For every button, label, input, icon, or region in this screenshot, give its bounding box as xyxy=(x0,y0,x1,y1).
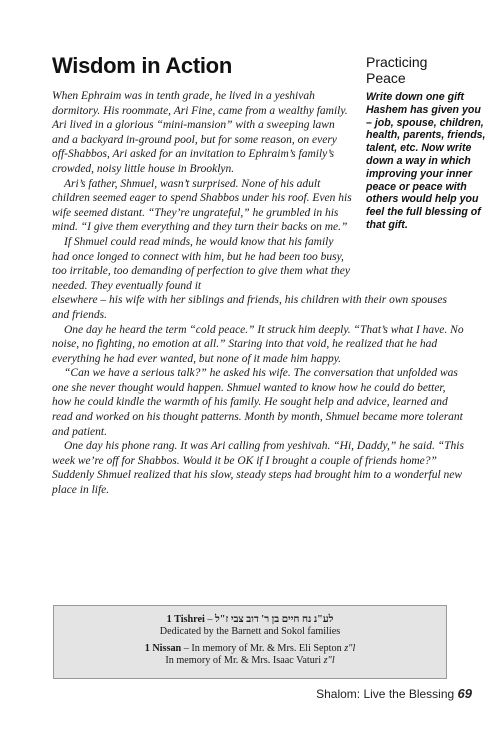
story-body xyxy=(52,89,464,498)
page-footer xyxy=(316,686,472,701)
dedication-line-1: 1 Tishrei – לע"נ נח חיים בן ר' דוב צבי ז"ל xyxy=(166,614,334,625)
dedication-text: In memory of Mr. & Mrs. Eli Septon xyxy=(191,642,342,654)
dedication-date: 1 Tishrei xyxy=(166,614,205,625)
sidebar-title xyxy=(366,54,486,86)
dedication-text: Dedicated by the Barnett and Sokol families xyxy=(159,626,341,638)
sidebar-title-line2: Peace xyxy=(366,70,406,86)
dedication-line-2: 1 Nissan – In memory of Mr. & Mrs. Eli Septon z"l xyxy=(144,642,356,654)
sidebar-body: Write down one gift Hashem has given you – job, spouse, children, health, parents, friends, talent, etc. Now write down a way in which improving your inner peace or peace with others would help you feel the full blessing of that gift. xyxy=(366,91,486,231)
story-narrow-column xyxy=(52,89,352,293)
dedication-box xyxy=(53,605,447,679)
story-paragraph: When Ephraim was in tenth grade, he lived in a yeshivah dormitory. His roommate, Ari Fine, came from a wealthy family. Ari lived in a glorious “mini-mansion” with a sweeping lawn and a backyard in-ground pool, but for some reason, on every off-Shabbos, Ari asked for an invitation to Ephraim’s family’s crowded, noisy little house in Brooklyn. xyxy=(52,90,348,175)
dedication-text: In memory of Mr. & Mrs. Isaac Vaturi xyxy=(165,655,322,667)
page-number: 69 xyxy=(457,686,472,701)
story-paragraph: “Can we have a serious talk?” he asked his wife. The conversation that unfolded was one she never thought would happen. Shmuel wanted to know how he could do better, how he could kindle the warmth of his family. He sought help and advice, learned and read and worked on his thought patterns. Month by month, Shmuel became more tolerant and patient. xyxy=(52,367,463,438)
story-paragraph: If Shmuel could read minds, he would know that his family had once longed to connect with him, but he had been too busy, too irritable, too demanding of perfection to give them what they needed. They eventually found it xyxy=(52,235,350,292)
footer-text: Shalom: Live the Blessing xyxy=(316,687,455,701)
page-title: Wisdom in Action xyxy=(52,53,232,78)
story-paragraph: Ari’s father, Shmuel, wasn’t surprised. None of his adult children seemed eager to spend Shabbos under his roof. Even his wife seemed distant. “They’re ungrateful,” he grumbled in his mind. “I give them everything and they turn their backs on me.” xyxy=(52,177,352,234)
sidebar-title-line1: Practicing xyxy=(366,54,428,70)
dedication-zl: z"l xyxy=(323,655,335,667)
story-paragraph: One day his phone rang. It was Ari calling from yeshivah. “Hi, Daddy,” he said. “This week we’re off for Shabbos. Would it be OK if I brought a couple of friends home?” Suddenly Shmuel realized that his slow, steady steps had brought him to a wonderful new place in life. xyxy=(52,440,464,497)
story-paragraph: One day he heard the term “cold peace.” It struck him deeply. “That’s what I have. No noise, no fighting, no emotion at all.” Staring into that void, he realized that he had everything he had ever wanted, but none of it made him happy. xyxy=(52,323,464,365)
dedication-hebrew: לע"נ נח חיים בן ר' דוב צבי ז"ל xyxy=(215,614,334,625)
dedication-line-3 xyxy=(54,655,446,667)
dedication-zl: z"l xyxy=(344,642,356,654)
dedication-date: 1 Nissan xyxy=(144,642,182,654)
story-paragraph: elsewhere – his wife with her siblings and friends, his children with their own spouses and friends. xyxy=(52,294,447,321)
